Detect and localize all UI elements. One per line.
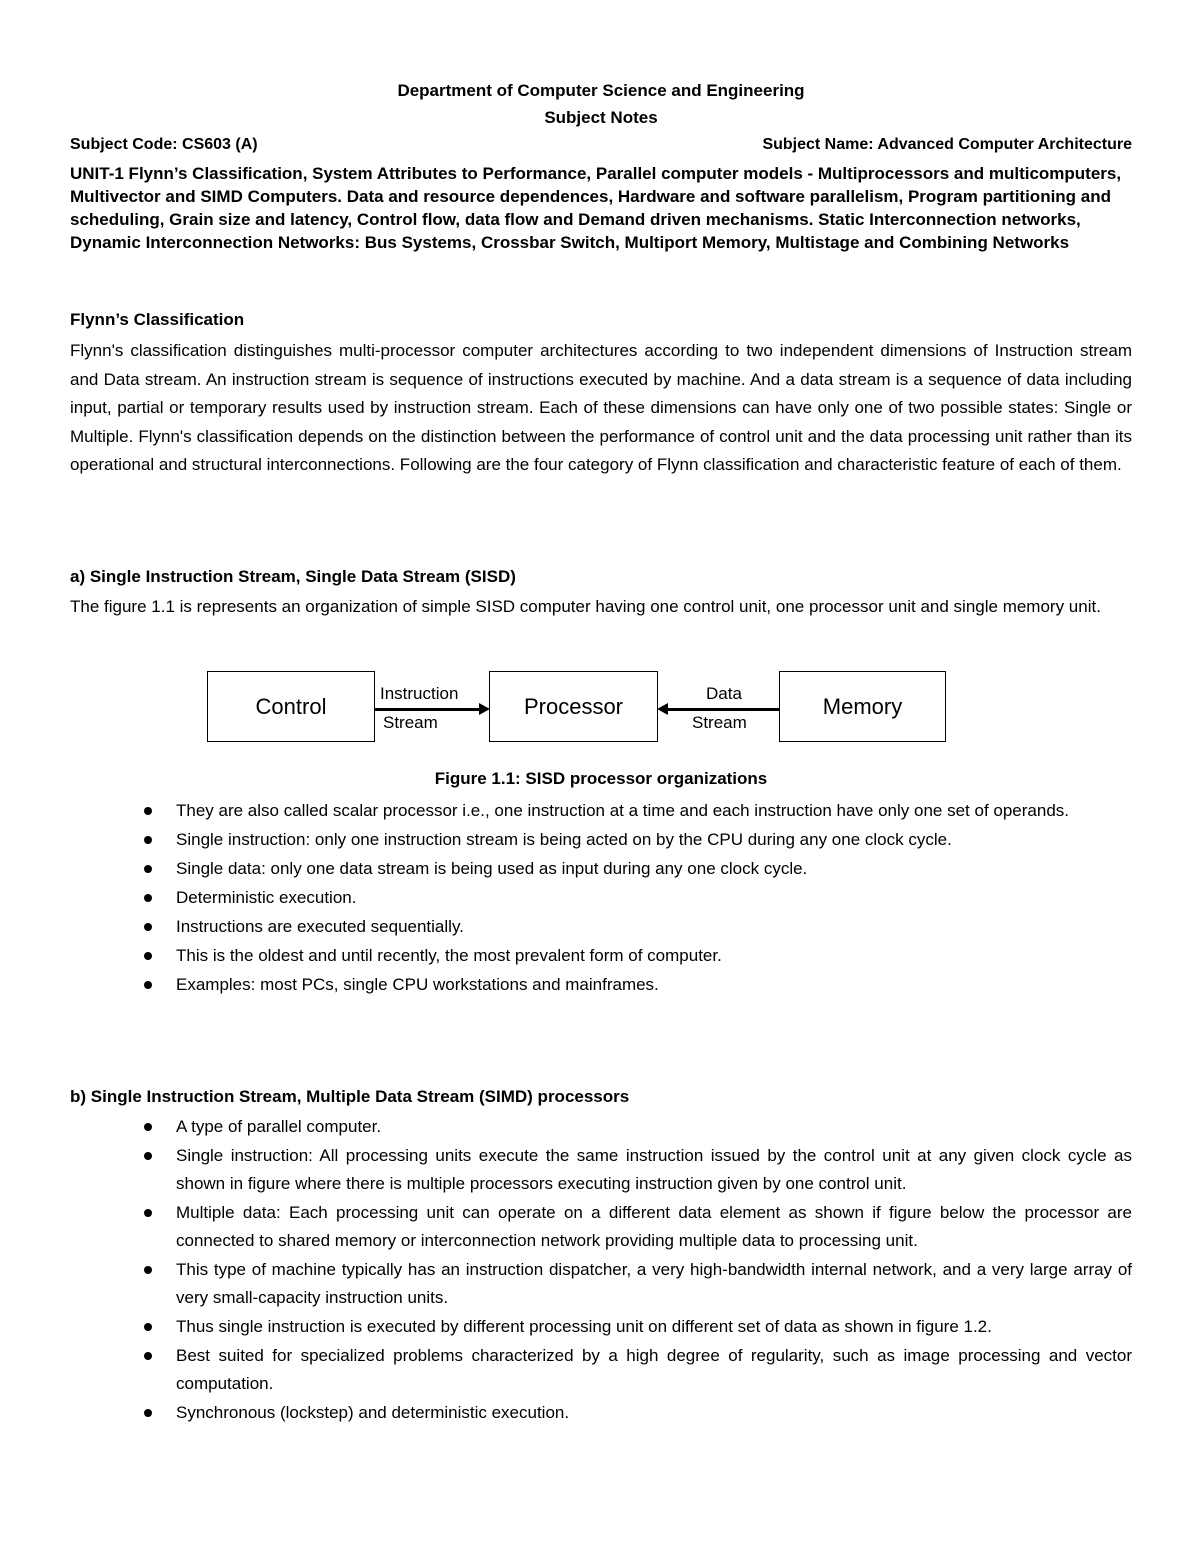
list-item: Multiple data: Each processing unit can operate on a different data element as shown if figure below the processor are connected to shared memory or interconnection network providing multiple data to processing unit. [70, 1199, 1132, 1255]
list-item: They are also called scalar processor i.e., one instruction at a time and each instruction have only one set of operands. [70, 797, 1132, 825]
unit-summary: UNIT-1 Flynn’s Classification, System Attributes to Performance, Parallel computer models - Multiprocessors and multicomputers, Multivector and SIMD Computers. Data and resource dependences, Hardware and software parallelism, Program partitioning and scheduling, Grain size and latency, Control flow, data flow and Demand driven mechanisms. Static Interconnection networks, Dynamic Interconnection Networks: Bus Systems, Crossbar Switch, Multiport Memory, Multistage and Combining Networks [70, 164, 1122, 252]
data-stream-label: Stream [692, 713, 747, 732]
list-item: Instructions are executed sequentially. [70, 913, 1132, 941]
sisd-heading: a) Single Instruction Stream, Single Data Stream (SISD) [70, 567, 516, 586]
list-item: A type of parallel computer. [70, 1113, 1132, 1141]
subject-name: Subject Name: Advanced Computer Architecture [762, 136, 1132, 153]
subtitle: Subject Notes [544, 108, 658, 127]
instruction-stream-label: Stream [383, 713, 438, 732]
instruction-arrow [375, 708, 481, 711]
list-item: This is the oldest and until recently, the most prevalent form of computer. [70, 942, 1132, 970]
data-label: Data [706, 684, 742, 703]
list-item: Single instruction: All processing units execute the same instruction issued by the control unit at any given clock cycle as shown in figure where there is multiple processors executing instruction given by one control unit. [70, 1142, 1132, 1198]
sisd-paragraph: The figure 1.1 is represents an organization of simple SISD computer having one control unit, one processor unit and single memory unit. [70, 597, 1101, 616]
instruction-label: Instruction [380, 684, 459, 703]
control-box: Control [207, 671, 375, 742]
list-item: Synchronous (lockstep) and deterministic execution. [70, 1399, 1132, 1427]
arrow-head-icon [479, 703, 490, 715]
data-arrow [666, 708, 779, 711]
list-item: Single data: only one data stream is being used as input during any one clock cycle. [70, 855, 1132, 883]
list-item: Examples: most PCs, single CPU workstations and mainframes. [70, 971, 1132, 999]
processor-box: Processor [489, 671, 658, 742]
memory-box: Memory [779, 671, 946, 742]
list-item: Thus single instruction is executed by different processing unit on different set of data as shown in figure 1.2. [70, 1313, 1132, 1341]
list-item: Best suited for specialized problems characterized by a high degree of regularity, such as image processing and vector computation. [70, 1342, 1132, 1398]
list-item: This type of machine typically has an instruction dispatcher, a very high-bandwidth internal network, and a very large array of very small-capacity instruction units. [70, 1256, 1132, 1312]
figure-caption: Figure 1.1: SISD processor organizations [434, 769, 768, 788]
subject-code: Subject Code: CS603 (A) [70, 136, 258, 153]
sisd-bullet-list [70, 797, 1132, 1000]
arrow-head-icon [657, 703, 668, 715]
list-item: Single instruction: only one instruction stream is being acted on by the CPU during any one clock cycle. [70, 826, 1132, 854]
simd-bullet-list [70, 1113, 1132, 1428]
list-item: Deterministic execution. [70, 884, 1132, 912]
simd-heading: b) Single Instruction Stream, Multiple Data Stream (SIMD) processors [70, 1087, 630, 1106]
flynn-paragraph: Flynn's classification distinguishes multi-processor computer architectures according to two independent dimensions of Instruction stream and Data stream. An instruction stream is sequence of instructions executed by machine. And a data stream is a sequence of data including input, partial or temporary results used by instruction stream. Each of these dimensions can have only one of two possible states: Single or Multiple. Flynn's classification depends on the distinction between the performance of control unit and the data processing unit rather than its operational and structural interconnections. Following are the four category of Flynn classification and characteristic feature of each of them. [70, 341, 1132, 474]
department-title: Department of Computer Science and Engineering [397, 81, 805, 100]
flynn-heading: Flynn’s Classification [70, 310, 245, 329]
